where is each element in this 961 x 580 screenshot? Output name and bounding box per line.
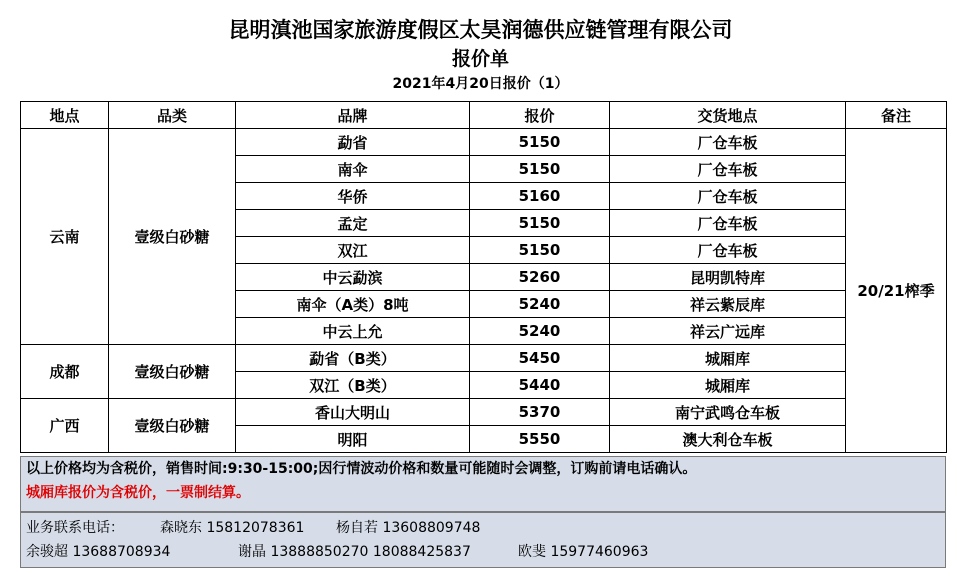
price-cell: 5240 <box>470 291 610 318</box>
brand-cell: 南伞（A类）8吨 <box>236 291 470 318</box>
quote-date: 2021年4月20日报价（1） <box>392 76 569 92</box>
price-cell: 5150 <box>470 210 610 237</box>
col-price-header: 报价 <box>470 102 610 129</box>
col-category-header: 品类 <box>109 102 236 129</box>
document-title: 报价单 <box>451 48 509 70</box>
contacts-label: 业务联系电话： <box>26 520 124 536</box>
contact-entry: 余骏超 13688708934 <box>26 544 171 560</box>
contacts-line-2 <box>26 541 926 561</box>
delivery-cell: 城厢库 <box>610 345 846 372</box>
brand-cell: 勐省（B类） <box>236 345 470 372</box>
col-location-header: 地点 <box>21 102 109 129</box>
company-name: 昆明滇池国家旅游度假区太昊润德供应链管理有限公司 <box>228 18 733 42</box>
delivery-cell: 城厢库 <box>610 372 846 399</box>
price-cell: 5370 <box>470 399 610 426</box>
pricing-note: 以上价格均为含税价，销售时间:9:30-15:00;因行情波动价格和数量可能随时会调整，订购前请电话确认。 <box>26 461 697 477</box>
category-cell: 壹级白砂糖 <box>109 345 236 399</box>
contacts-line-1 <box>26 517 926 537</box>
table-header-row <box>21 102 947 129</box>
price-cell: 5550 <box>470 426 610 453</box>
location-cell: 云南 <box>21 129 109 345</box>
price-cell: 5150 <box>470 156 610 183</box>
price-cell: 5150 <box>470 129 610 156</box>
settlement-note: 城厢库报价为含税价，一票制结算。 <box>26 485 250 501</box>
col-delivery-header: 交货地点 <box>610 102 846 129</box>
contact-entry: 森晓东 15812078361 <box>160 520 305 536</box>
notes-box <box>20 456 946 512</box>
contact-entry: 谢晶 13888850270 18088425837 <box>238 544 471 560</box>
price-cell: 5240 <box>470 318 610 345</box>
delivery-cell: 南宁武鸣仓车板 <box>610 399 846 426</box>
col-remark-header: 备注 <box>846 102 947 129</box>
price-table <box>20 101 947 453</box>
category-cell: 壹级白砂糖 <box>109 399 236 453</box>
location-cell: 成都 <box>21 345 109 399</box>
delivery-cell: 祥云广远库 <box>610 318 846 345</box>
table-row <box>21 399 947 426</box>
price-cell: 5260 <box>470 264 610 291</box>
remark-cell: 20/21榨季 <box>846 129 947 453</box>
price-cell: 5450 <box>470 345 610 372</box>
category-cell: 壹级白砂糖 <box>109 129 236 345</box>
brand-cell: 明阳 <box>236 426 470 453</box>
brand-cell: 中云勐滨 <box>236 264 470 291</box>
table-row <box>21 345 947 372</box>
delivery-cell: 厂仓车板 <box>610 210 846 237</box>
delivery-cell: 祥云紫辰库 <box>610 291 846 318</box>
brand-cell: 双江（B类） <box>236 372 470 399</box>
delivery-cell: 厂仓车板 <box>610 156 846 183</box>
delivery-cell: 厂仓车板 <box>610 183 846 210</box>
table-row <box>21 129 947 156</box>
price-cell: 5160 <box>470 183 610 210</box>
brand-cell: 勐省 <box>236 129 470 156</box>
price-table-body <box>21 129 947 453</box>
brand-cell: 华侨 <box>236 183 470 210</box>
brand-cell: 孟定 <box>236 210 470 237</box>
price-cell: 5440 <box>470 372 610 399</box>
contacts-box <box>20 512 946 568</box>
brand-cell: 中云上允 <box>236 318 470 345</box>
contact-entry: 杨自若 13608809748 <box>336 520 481 536</box>
price-cell: 5150 <box>470 237 610 264</box>
contact-entry: 欧斐 15977460963 <box>518 544 649 560</box>
brand-cell: 南伞 <box>236 156 470 183</box>
col-brand-header: 品牌 <box>236 102 470 129</box>
delivery-cell: 厂仓车板 <box>610 129 846 156</box>
delivery-cell: 厂仓车板 <box>610 237 846 264</box>
brand-cell: 香山大明山 <box>236 399 470 426</box>
brand-cell: 双江 <box>236 237 470 264</box>
delivery-cell: 昆明凯特库 <box>610 264 846 291</box>
delivery-cell: 澳大利仓车板 <box>610 426 846 453</box>
location-cell: 广西 <box>21 399 109 453</box>
